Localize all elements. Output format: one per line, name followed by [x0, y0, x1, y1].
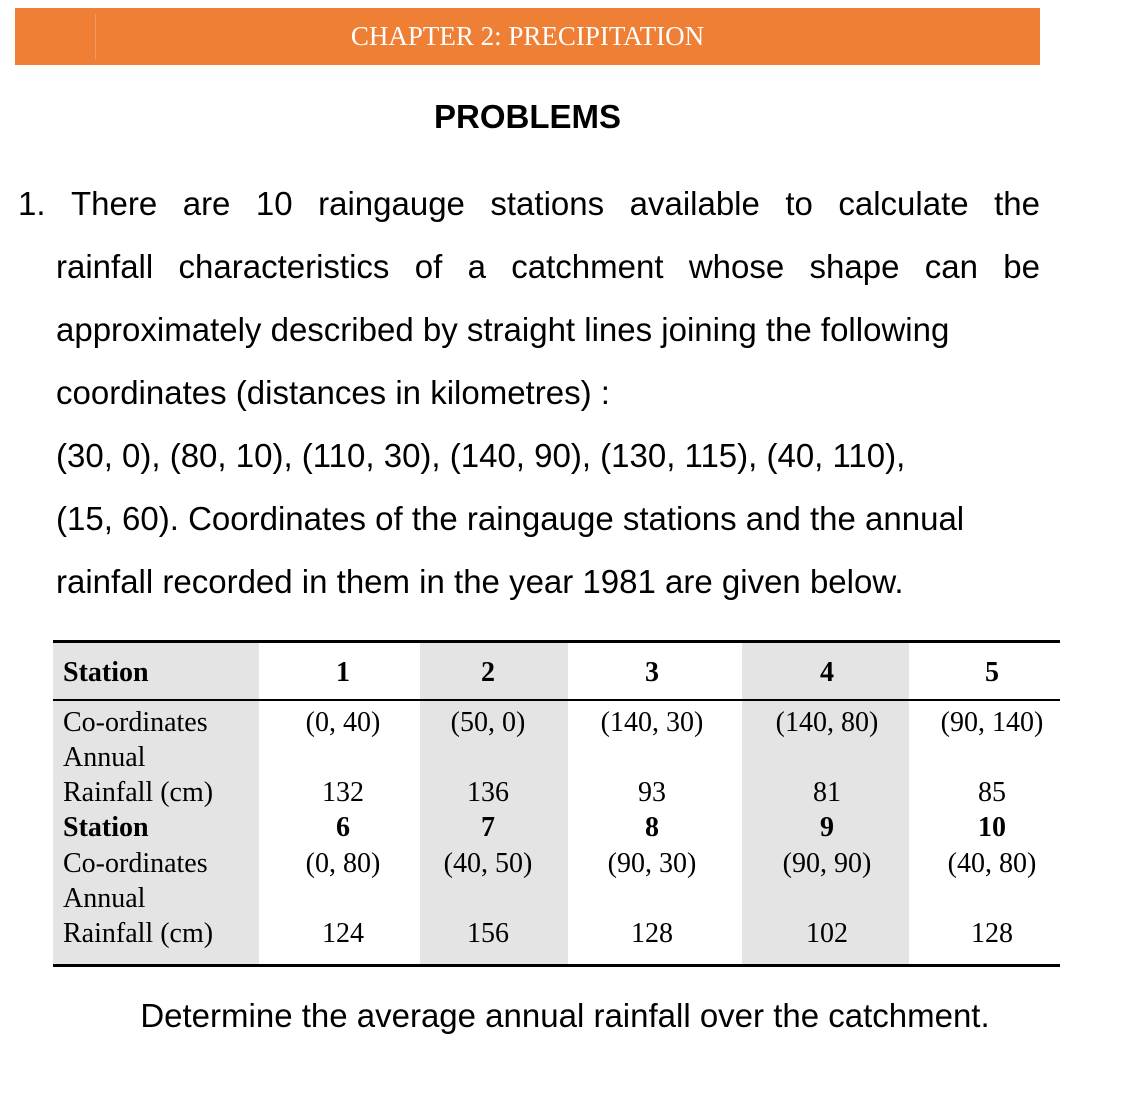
coordinates-label: Co-ordinates [63, 707, 208, 738]
problem-line-5: (30, 0), (80, 10), (110, 30), (140, 90), (130, 115), (40, 110), [56, 437, 906, 474]
closing-instruction: Determine the average annual rainfall over the catchment. [140, 997, 990, 1034]
rainfall-cell: 81 [813, 777, 841, 808]
station-label: Station [63, 812, 149, 843]
banner-divider [95, 14, 96, 59]
word: stations [490, 185, 605, 222]
word: can [924, 248, 978, 285]
station-cell: 7 [481, 812, 495, 843]
rainfall-cell: 85 [978, 777, 1006, 808]
word: shape [809, 248, 900, 285]
station-cell: 5 [985, 657, 999, 688]
station-cell: 1 [336, 657, 350, 688]
coordinates-cell: (40, 80) [947, 848, 1037, 879]
station-cell: 6 [336, 812, 350, 843]
coordinates-cell: (140, 30) [600, 707, 704, 738]
station-cell: 8 [645, 812, 659, 843]
coordinates-cell: (140, 80) [775, 707, 879, 738]
word: a [467, 248, 486, 285]
coordinates-cell: (90, 30) [607, 848, 697, 879]
problem-line-2 [18, 235, 1040, 298]
word: be [1003, 248, 1040, 285]
coordinates-cell: (90, 140) [940, 707, 1044, 738]
coordinates-cell: (0, 40) [305, 707, 381, 738]
section-heading: PROBLEMS [433, 98, 621, 135]
problem-line-7: rainfall recorded in them in the year 1981 are given below. [56, 563, 904, 600]
word: catchment [511, 248, 664, 285]
annual-label: Annual [63, 742, 146, 773]
word: whose [688, 248, 785, 285]
word: of [414, 248, 443, 285]
station-cell: 3 [645, 657, 659, 688]
rainfall-cell: 128 [971, 918, 1013, 949]
word: raingauge [318, 185, 465, 222]
station-label: Station [63, 657, 149, 688]
problem-line-3: approximately described by straight lines joining the following [56, 311, 950, 348]
rainfall-table [53, 640, 1060, 967]
word: 10 [255, 185, 293, 222]
rainfall-cell: 136 [467, 777, 509, 808]
station-cell: 10 [978, 812, 1006, 843]
rainfall-cell: 128 [631, 918, 673, 949]
word: There [71, 185, 158, 222]
word: characteristics [178, 248, 390, 285]
word: the [994, 185, 1040, 222]
coordinates-cell: (90, 90) [782, 848, 872, 879]
problem-line-1 [18, 172, 1040, 235]
rainfall-cell: 93 [638, 777, 666, 808]
coordinates-cell: (0, 80) [305, 848, 381, 879]
station-cell: 9 [820, 812, 834, 843]
station-cell: 4 [820, 657, 834, 688]
chapter-title: CHAPTER 2: PRECIPITATION [350, 21, 705, 51]
problem-line-4: coordinates (distances in kilometres) : [56, 374, 610, 411]
rainfall-label: Rainfall (cm) [63, 777, 214, 808]
chapter-banner [15, 8, 1040, 65]
annual-label: Annual [63, 883, 146, 914]
rainfall-cell: 124 [322, 918, 364, 949]
word: calculate [838, 185, 969, 222]
problem-number: 1. [18, 185, 46, 222]
rainfall-cell: 156 [467, 918, 509, 949]
word: available [629, 185, 760, 222]
coordinates-cell: (50, 0) [450, 707, 526, 738]
rainfall-label: Rainfall (cm) [63, 918, 214, 949]
problem-line-6: (15, 60). Coordinates of the raingauge stations and the annual [56, 500, 965, 537]
coordinates-label: Co-ordinates [63, 848, 208, 879]
coordinates-cell: (40, 50) [443, 848, 533, 879]
rainfall-cell: 132 [322, 777, 364, 808]
problem-1 [18, 172, 1040, 613]
rainfall-cell: 102 [806, 918, 848, 949]
station-cell: 2 [481, 657, 495, 688]
word: to [785, 185, 813, 222]
word: rainfall [56, 248, 154, 285]
header-rule [53, 699, 1060, 701]
word: are [182, 185, 231, 222]
